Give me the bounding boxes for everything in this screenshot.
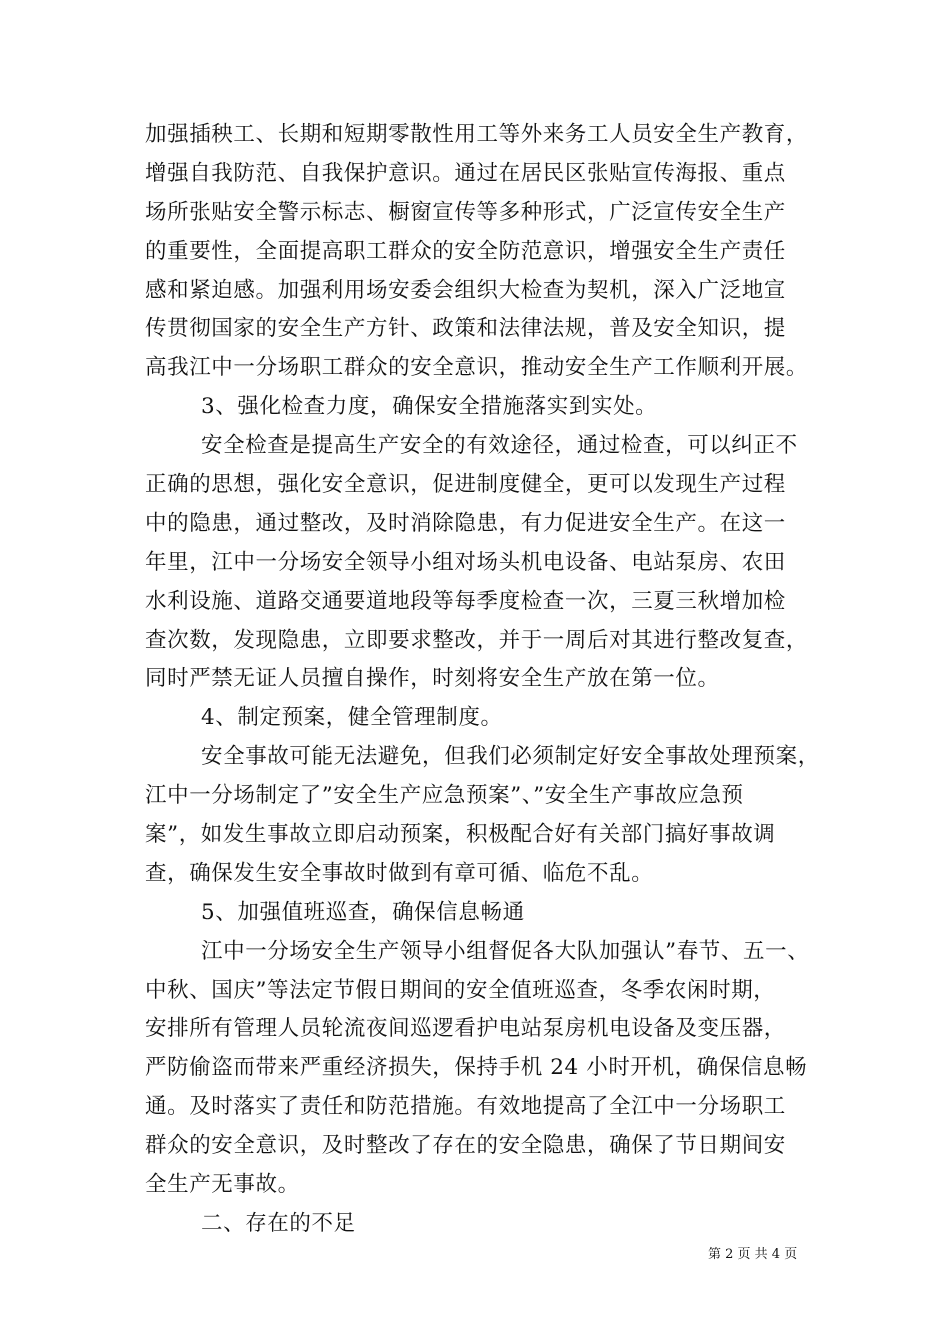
text-line: 同时严禁无证人员擅自操作，时刻将安全生产放在第一位。 (145, 666, 720, 692)
text-line: 全生产无事故。 (145, 1172, 300, 1198)
text-line: 查次数，发现隐患，立即要求整改，并于一周后对其进行整改复查， (145, 627, 809, 653)
page-number-footer: 第 2 页 共 4 页 (708, 1247, 798, 1262)
text-line: 的重要性，全面提高职工群众的安全防范意识，增强安全生产责任 (145, 238, 786, 264)
text-line: 加强插秧工、长期和短期零散性用工等外来务工人员安全生产教育， (145, 122, 809, 147)
text-line: 中秋、国庆”等法定节假日期间的安全值班巡查，冬季农闲时期， (145, 977, 776, 1003)
text-line: 严防偷盗而带来严重经济损失，保持手机 24 小时开机，确保信息畅 (145, 1055, 808, 1081)
text-line: 中的隐患，通过整改，及时消除隐患，有力促进安全生产。在这一 (145, 510, 786, 536)
text-line: 传贯彻国家的安全生产方针、政策和法律法规，普及安全知识，提 (145, 316, 786, 342)
paragraph-first-line: 江中一分场安全生产领导小组督促各大队加强认”春节、五一、 (201, 938, 810, 964)
text-line: 正确的思想，强化安全意识，促进制度健全，更可以发现生产过程 (145, 472, 786, 498)
text-line: 水利设施、道路交通要道地段等每季度检查一次，三夏三秋增加检 (145, 588, 786, 614)
text-line: 查，确保发生安全事故时做到有章可循、临危不乱。 (145, 860, 654, 886)
text-line: 场所张贴安全警示标志、橱窗宣传等多种形式，广泛宣传安全生产 (145, 199, 786, 225)
text-line: 群众的安全意识，及时整改了存在的安全隐患，确保了节日期间安 (145, 1133, 786, 1159)
section-heading-4: 4、制定预案，健全管理制度。 (201, 705, 503, 731)
paragraph-first-line: 安全检查是提高生产安全的有效途径，通过检查，可以纠正不 (201, 433, 798, 459)
text-line: 高我江中一分场职工群众的安全意识，推动安全生产工作顺利开展。 (145, 355, 809, 381)
text-line: 江中一分场制定了”安全生产应急预案”、”安全生产事故应急预 (145, 783, 744, 809)
text-line: 安排所有管理人员轮流夜间巡逻看护电站泵房机电设备及变压器， (145, 1016, 786, 1042)
text-line: 增强自我防范、自我保护意识。通过在居民区张贴宣传海报、重点 (145, 160, 786, 186)
section-heading-5: 5、加强值班巡查，确保信息畅通 (201, 899, 525, 925)
text-line: 年里，江中一分场安全领导小组对场头机电设备、电站泵房、农田 (145, 549, 786, 575)
document-body (145, 116, 825, 1244)
section-heading-3: 3、强化检查力度，确保安全措施落实到实处。 (201, 394, 658, 420)
section-heading-shortcomings: 二、存在的不足 (201, 1210, 356, 1236)
text-line: 案”，如发生事故立即启动预案，积极配合好有关部门搞好事故调 (145, 822, 776, 848)
text-line: 通。及时落实了责任和防范措施。有效地提高了全江中一分场职工 (145, 1094, 786, 1120)
text-line: 感和紧迫感。加强利用场安委会组织大检查为契机，深入广泛地宣 (145, 277, 786, 303)
paragraph-first-line: 安全事故可能无法避免，但我们必须制定好安全事故处理预案， (201, 744, 820, 770)
